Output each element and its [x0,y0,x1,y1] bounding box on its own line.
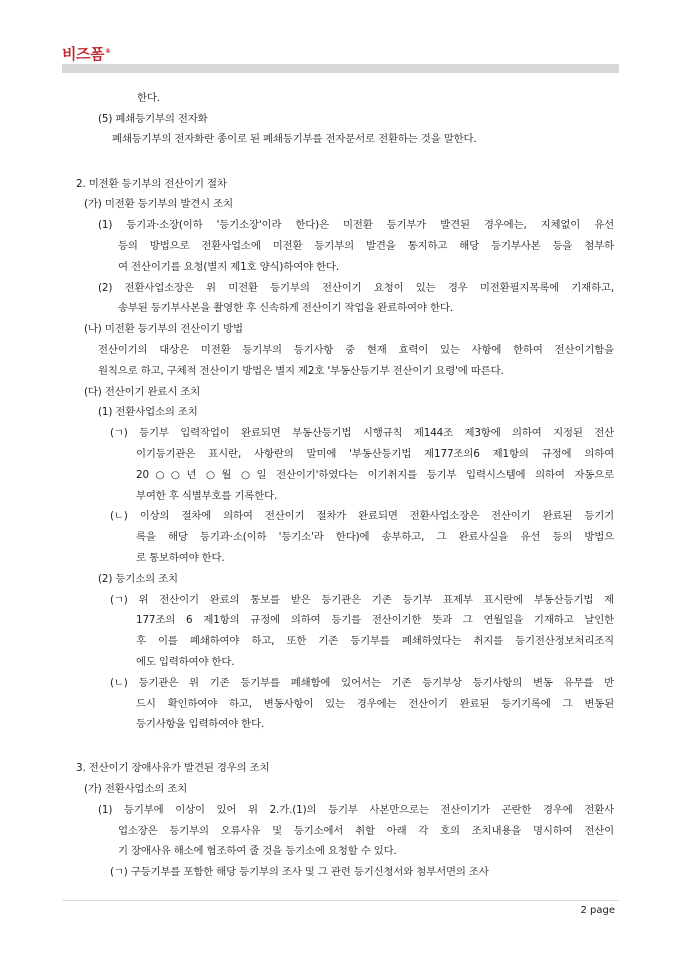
subsection-heading: (나) 미전환 등기부의 전산이기 방법 [84,323,243,335]
section-heading: 3. 전산이기 장애사유가 발견된 경우의 조치 [76,762,270,774]
subsection-heading: (가) 미전환 등기부의 발견시 조치 [84,198,233,210]
text-line: 드시 확인하여야 하고, 변동사항이 있는 경우에는 전산이기 완료된 등기기록에 그 변동된 [136,698,614,710]
page-number: 2 page [580,905,615,916]
text-line: 후 이를 폐쇄하여야 하고, 또한 기존 등기부를 폐쇄하였다는 취지를 등기전산정보처리조직 [136,635,614,647]
text-line: (1) 전환사업소의 조치 [98,406,198,418]
logo-text: 비즈폼 [62,45,104,63]
bizform-logo [62,43,110,64]
text-line: (ㄴ) 이상의 절차에 의하여 전산이기 절차가 완료되면 전환사업소장은 전산이기 완료된 등기기 [110,510,614,522]
footer-rule [62,900,619,901]
text-line: 송부된 등기부사본을 촬영한 후 신속하게 전산이기 작업을 완료하여야 한다. [118,302,453,314]
text-line: 원칙으로 하고, 구체적 전산이기 방법은 별지 제2호 '부동산등기부 전산이기 요령'에 따른다. [98,365,504,377]
text-line: 에도 입력하여야 한다. [136,656,235,668]
text-line: 등기사항을 입력하여야 한다. [136,718,265,730]
subsection-heading: (가) 전환사업소의 조치 [84,783,188,795]
text-line: (1) 등기부에 이상이 있어 위 2.가.(1)의 등기부 사본만으로는 전산이기가 곤란한 경우에 전환사 [98,804,614,816]
text-line: 전산이기의 대상은 미전환 등기부의 등기사항 중 현재 효력이 있는 사항에 한하여 전산이기함을 [98,344,614,356]
text-line: 로 통보하여야 한다. [136,552,225,564]
text-line: 부여한 후 식별부호를 기록한다. [136,490,278,502]
text-line: 업소장은 등기부의 오류사유 및 등기소에서 취할 아래 각 호의 조치내용을 명시하여 전산이 [118,825,614,837]
subsection-heading: (다) 전산이기 완료시 조치 [84,386,201,398]
header-bar [62,64,619,73]
text-line: (ㄱ) 위 전산이기 완료의 통보를 받은 등기관은 기존 등기부 표제부 표시란에 부동산등기법 제 [110,594,614,606]
text-line: (ㄱ) 등기부 입력작업이 완료되면 부동산등기법 시행규칙 제144조 제3항에 의하여 지정된 전산 [110,427,614,439]
text-line: 177조의 6 제1항의 규정에 의하여 등기를 전산이기한 뜻과 그 연월일을 기재하고 날인한 [136,614,614,626]
section-heading: 2. 미전환 등기부의 전산이기 절차 [76,178,227,190]
text-line: 한다. [137,92,160,104]
text-line: 기 장애사유 해소에 협조하여 줄 것을 등기소에 요청할 수 있다. [118,845,397,857]
text-line: 이기등기관은 표시란, 사항란의 말미에 '부동산등기법 제177조의6 제1항의 규정에 의하여 [136,448,614,460]
text-line: 20○○년 ○월 ○일 전산이기'하였다는 이기취지를 등기부 입력시스템에 의하여 자동으로 [136,469,614,481]
text-line: 록을 해당 등기과·소(이하 '등기소'라 한다)에 송부하고, 그 완료사실을 유선 등의 방법으 [136,531,614,543]
registered-mark: ® [104,48,111,55]
text-line: (2) 전환사업소장은 위 미전환 등기부의 전산이기 요청이 있는 경우 미전환필지목록에 기재하고, [98,282,614,294]
text-line: 등의 방법으로 전환사업소에 미전환 등기부의 발견을 통지하고 해당 등기부사본 등을 첨부하 [118,240,614,252]
text-line: 폐쇄등기부의 전자화란 종이로 된 폐쇄등기부를 전자문서로 전환하는 것을 말한다. [112,133,477,145]
text-line: (5) 폐쇄등기부의 전자화 [98,113,208,125]
text-line: (ㄴ) 등기관은 위 기존 등기부를 폐쇄함에 있어서는 기존 등기부상 등기사항의 변동 유무를 반 [110,677,614,689]
text-line: (1) 등기과·소장(이하 '등기소장'이라 한다)은 미전환 등기부가 발견된 경우에는, 지체없이 유선 [98,219,614,231]
text-line: (2) 등기소의 조치 [98,573,178,585]
text-line: 여 전산이기를 요청(별지 제1호 양식)하여야 한다. [118,261,340,273]
text-line: (ㄱ) 구등기부를 포함한 해당 등기부의 조사 및 그 관련 등기신청서와 첨부서면의 조사 [110,866,489,878]
